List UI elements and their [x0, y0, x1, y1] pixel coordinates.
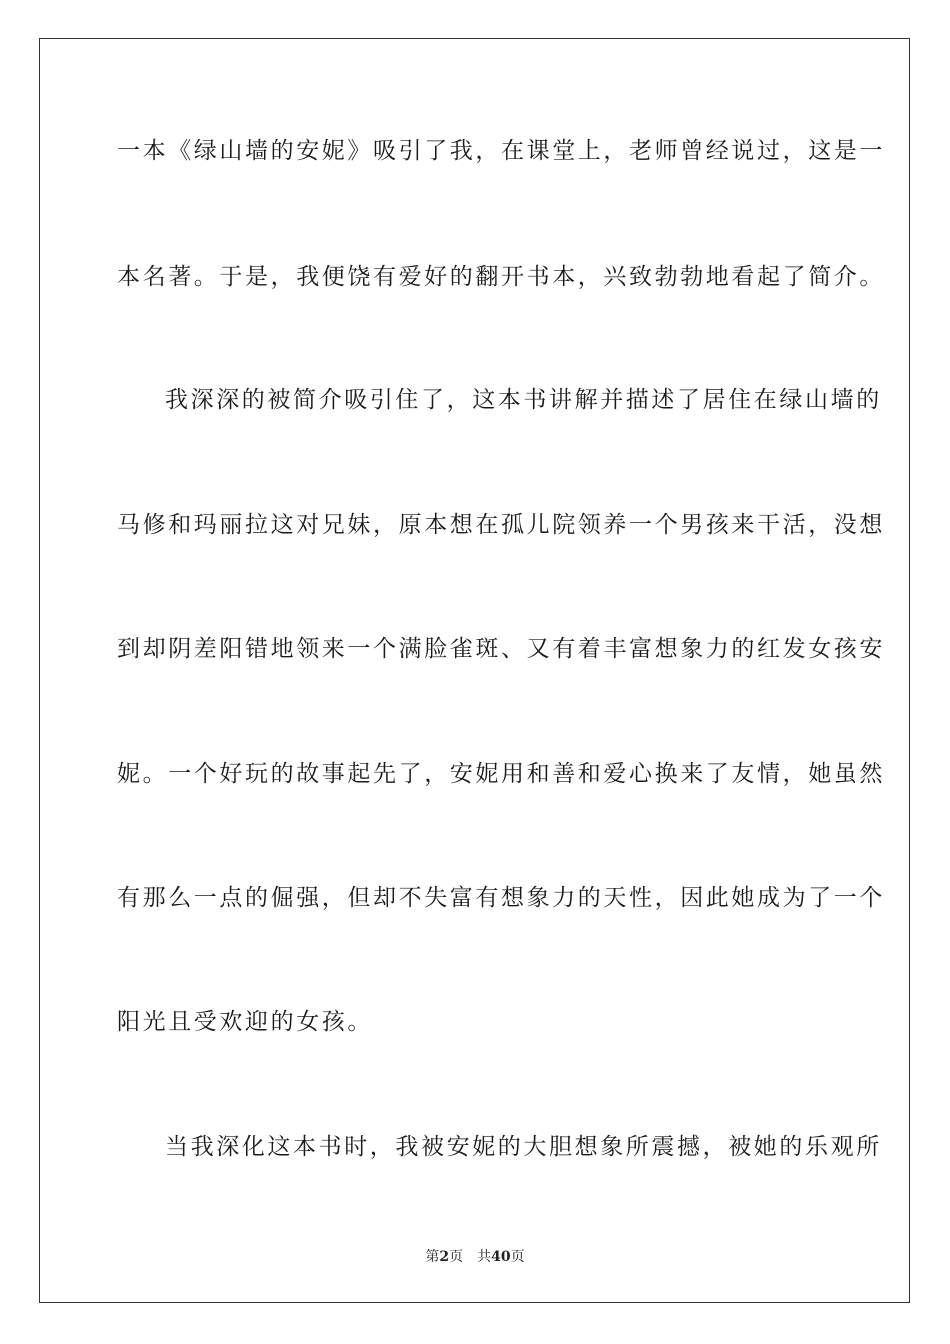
page-label-suffix: 页: [449, 1249, 464, 1265]
text-line: 到却阴差阳错地领来一个满脸雀斑、又有着丰富想象力的红发女孩安: [117, 636, 885, 662]
text-line: 一本《绿山墙的安妮》吸引了我，在课堂上，老师曾经说过，这是一: [117, 138, 885, 164]
text-line: 妮。一个好玩的故事起先了，安妮用和善和爱心换来了友情，她虽然: [117, 761, 885, 787]
paragraph-start-line: 当我深化这本书时，我被安妮的大胆想象所震撼，被她的乐观所: [165, 1134, 882, 1160]
page-border: [39, 38, 910, 1303]
total-label-suffix: 页: [510, 1249, 525, 1265]
total-pages: 40: [491, 1249, 511, 1265]
text-line: 阳光且受欢迎的女孩。: [117, 1009, 373, 1035]
total-label-prefix: 共: [477, 1249, 492, 1265]
text-line: 马修和玛丽拉这对兄妹，原本想在孤儿院领养一个男孩来干活，没想: [117, 512, 885, 538]
page-label-prefix: 第: [425, 1249, 440, 1265]
paragraph-start-line: 我深深的被简介吸引住了，这本书讲解并描述了居住在绿山墙的: [165, 387, 882, 413]
page-number: 2: [439, 1249, 450, 1265]
text-line: 本名著。于是，我便饶有爱好的翻开书本，兴致勃勃地看起了简介。: [117, 264, 885, 290]
page-footer: [0, 1248, 950, 1266]
text-line: 有那么一点的倔强，但却不失富有想象力的天性，因此她成为了一个: [117, 885, 885, 911]
